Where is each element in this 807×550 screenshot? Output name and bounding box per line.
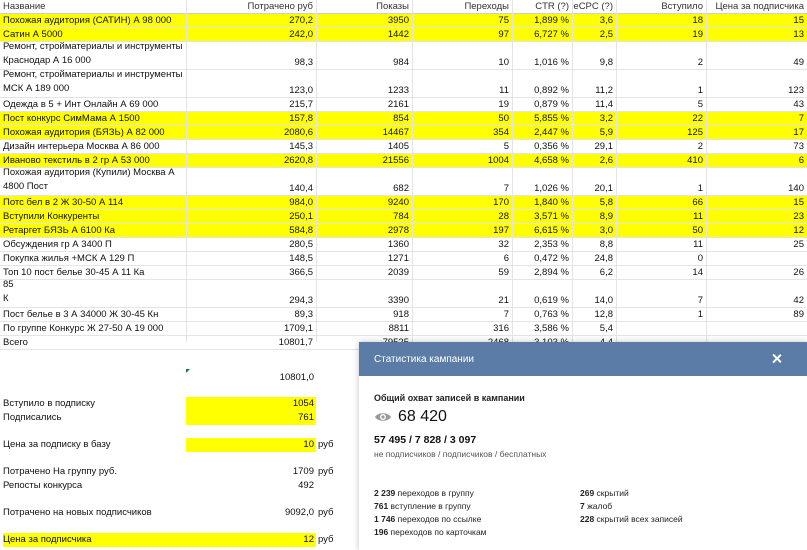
cell-ecpc[interactable]: 3,6 [599, 15, 613, 26]
cell-name-text: Обсуждения гр А 3400 П [3, 239, 112, 250]
cell-name[interactable] [0, 42, 186, 69]
cell-name-text: Покупка жилья +МСК А 129 П [3, 253, 135, 264]
summary-joined [0, 397, 360, 411]
price-base-value[interactable]: 10 [186, 438, 316, 452]
cell-ctr[interactable]: 0,879 % [534, 99, 569, 110]
cell-joined[interactable]: 2 [697, 57, 703, 68]
cell-views[interactable]: 984 [393, 57, 409, 68]
cell-price[interactable]: 140 [788, 183, 804, 194]
cell-name[interactable] [0, 70, 186, 97]
cell-ecpc[interactable]: 2,5 [599, 29, 613, 40]
cell-ecpc[interactable]: 12,8 [594, 309, 613, 320]
cell-clicks[interactable]: 21 [498, 295, 509, 306]
cell-ctr[interactable]: 5,855 % [534, 113, 569, 124]
stat-text: скрытий всех записей [594, 514, 683, 524]
header-name[interactable]: Название [3, 1, 46, 12]
popup-header [359, 342, 807, 376]
cell-clicks[interactable]: 10 [498, 57, 509, 68]
summary-total [0, 371, 360, 385]
header-ctr[interactable]: CTR (?) [535, 1, 569, 12]
cell-clicks[interactable]: 197 [493, 225, 509, 236]
cell-price[interactable]: 123 [788, 85, 804, 96]
cell-name[interactable] [0, 140, 186, 153]
cell-joined[interactable] [616, 322, 706, 335]
stat-item [374, 500, 487, 513]
cell-name[interactable] [0, 98, 186, 111]
summary-new-subs-spent [0, 506, 360, 520]
cell-name-text-line2: МСК А 189 000 [3, 83, 70, 94]
popup-title: Статистика кампании [374, 353, 474, 365]
summary-price-sub [0, 533, 360, 547]
stats-left-list [374, 487, 487, 539]
cell-name-text: Потс бел в 2 Ж 30-50 А 114 [3, 197, 124, 208]
group-spent-unit: руб [318, 466, 334, 477]
cell-views[interactable]: 21556 [382, 155, 409, 166]
table-row [0, 210, 807, 224]
table-row [0, 224, 807, 238]
cell-views[interactable]: 1271 [387, 253, 409, 264]
cell-ctr[interactable]: 0,892 % [534, 85, 569, 96]
cell-price[interactable]: 73 [793, 141, 804, 152]
cell-spent[interactable]: 294,3 [289, 295, 313, 306]
cell-joined[interactable]: 11 [693, 211, 703, 222]
cell-views[interactable]: 14467 [382, 127, 409, 138]
cell-spent[interactable]: 123,0 [289, 85, 313, 96]
cell-name[interactable] [0, 336, 186, 349]
stat-item [374, 513, 487, 526]
table-row [0, 14, 807, 28]
cell-ctr[interactable]: 2,447 % [534, 127, 569, 138]
cell-ctr[interactable]: 3,586 % [534, 323, 569, 334]
cell-views[interactable]: 682 [393, 183, 409, 194]
cell-clicks[interactable]: 5 [503, 141, 509, 152]
table-row [0, 42, 807, 70]
table-row [0, 98, 807, 112]
cell-price[interactable]: 6 [798, 155, 804, 166]
cell-name[interactable] [0, 112, 186, 125]
cell-ctr[interactable]: 1,899 % [534, 15, 569, 26]
group-spent-value[interactable]: 1709 [292, 466, 314, 477]
cell-spent[interactable]: 98,3 [294, 57, 313, 68]
reach-label: Общий охват записей в кампании [374, 393, 525, 403]
cell-name[interactable] [0, 14, 186, 27]
cell-joined[interactable]: 410 [687, 155, 703, 166]
cell-ecpc[interactable]: 5,8 [599, 197, 613, 208]
stat-number: 1 746 [374, 514, 396, 524]
cell-ctr[interactable]: 0,619 % [534, 295, 569, 306]
table-row [0, 196, 807, 210]
table-row [0, 252, 807, 266]
cell-clicks[interactable]: 28 [498, 211, 509, 222]
cell-name-text: Похожая аудитория (Купили) Москва А [3, 168, 175, 178]
header-clicks[interactable]: Переходы [464, 1, 509, 12]
cell-name[interactable] [0, 28, 186, 41]
cell-name-text: Топ 10 пост белье 30-45 А 11 Ка [3, 267, 145, 278]
subscribed-value[interactable]: 761 [186, 411, 316, 425]
summary-subscribed [0, 411, 360, 425]
price-base-label: Цена за подписку в базу [3, 439, 111, 450]
cell-name-text: Всего [3, 337, 28, 348]
cell-name[interactable] [0, 322, 186, 335]
cell-joined[interactable]: 1 [697, 183, 703, 194]
joined-value[interactable]: 1054 [186, 397, 316, 411]
cell-joined[interactable]: 0 [697, 253, 703, 264]
cell-name-text-line2: 4800 Пост [3, 181, 48, 192]
cell-spent[interactable]: 984,0 [289, 197, 313, 208]
cell-name-text: Ремонт, стройматериалы и инструменты [3, 70, 183, 80]
cell-ctr[interactable]: 1,840 % [534, 197, 569, 208]
stat-number: 196 [374, 527, 389, 537]
cell-price[interactable]: 49 [793, 57, 804, 68]
cell-joined[interactable]: 2 [697, 141, 703, 152]
cell-views[interactable]: 3390 [387, 295, 409, 306]
cell-views[interactable]: 2161 [387, 99, 409, 110]
cell-joined[interactable]: 125 [687, 127, 703, 138]
eye-icon [374, 411, 392, 423]
header-ecpc[interactable]: eCPC (?) [573, 1, 613, 12]
cell-name-text: Дизайн интерьера Москва А 86 000 [3, 141, 160, 152]
new-subs-spent-label: Потрачено на новых подписчиков [3, 507, 152, 518]
cell-joined[interactable]: 19 [692, 29, 703, 40]
table-row [0, 126, 807, 140]
cell-spent[interactable]: 2620,8 [283, 155, 313, 166]
cell-name-text: Вступили Конкуренты [3, 211, 100, 222]
stat-text: переходов в группу [395, 488, 474, 498]
stat-number: 269 [580, 488, 595, 498]
cell-clicks[interactable]: 32 [498, 239, 509, 250]
cell-clicks[interactable]: 11 [499, 85, 509, 96]
cell-spent[interactable]: 89,3 [294, 309, 313, 320]
cell-ecpc[interactable]: 11,2 [595, 85, 613, 96]
stat-item [580, 487, 683, 500]
cell-spent[interactable]: 10801,7 [278, 337, 313, 348]
stat-text: жалоб [584, 501, 613, 511]
cell-price[interactable]: 7 [798, 113, 804, 124]
cell-joined[interactable]: 11 [693, 239, 703, 250]
cell-spent[interactable]: 280,5 [289, 239, 313, 250]
cell-clicks[interactable]: 97 [498, 29, 509, 40]
cell-ctr[interactable]: 3,571 % [534, 211, 569, 222]
cell-name[interactable] [0, 196, 186, 209]
cell-ecpc[interactable]: 8,9 [599, 211, 613, 222]
cell-price[interactable]: 43 [793, 99, 804, 110]
table-row [0, 28, 807, 42]
cell-spent[interactable]: 145,3 [289, 141, 313, 152]
stat-item [374, 526, 487, 539]
cell-views[interactable]: 2978 [387, 225, 409, 236]
cell-spent[interactable]: 242,0 [289, 29, 313, 40]
cell-spent[interactable]: 270,2 [289, 15, 313, 26]
cell-ctr[interactable]: 0,356 % [534, 141, 569, 152]
cell-views[interactable]: 918 [393, 309, 409, 320]
cell-name[interactable] [0, 280, 186, 307]
cell-ecpc[interactable]: 8,8 [599, 239, 613, 250]
cell-name-text-line2: К [3, 293, 9, 304]
table-row [0, 168, 807, 196]
cell-price[interactable]: 26 [793, 267, 804, 278]
cell-views[interactable]: 1360 [387, 239, 409, 250]
cell-spent[interactable]: 366,5 [289, 267, 313, 278]
stats-right-list [580, 487, 683, 526]
cell-views[interactable]: 8811 [388, 323, 409, 334]
cell-name-text: Похожая аудитория (САТИН) А 98 000 [3, 15, 172, 26]
campaign-stats-popup [359, 342, 807, 550]
price-sub-unit: руб [318, 534, 334, 545]
cell-views[interactable]: 2039 [387, 267, 409, 278]
cell-ctr[interactable]: 6,615 % [534, 225, 569, 236]
close-icon[interactable] [769, 351, 785, 367]
cell-ecpc[interactable]: 29,1 [594, 141, 613, 152]
cell-views[interactable]: 1405 [387, 141, 409, 152]
cell-ctr[interactable]: 1,016 % [534, 57, 569, 68]
cell-ctr[interactable]: 6,727 % [534, 29, 569, 40]
table-row [0, 140, 807, 154]
cell-spent[interactable]: 148,5 [289, 253, 313, 264]
cell-spent[interactable]: 584,8 [289, 225, 313, 236]
cell-ecpc[interactable]: 3,2 [599, 113, 613, 124]
cell-name-text: Сатин А 5000 [3, 29, 63, 40]
cell-views[interactable]: 854 [393, 113, 409, 124]
audience-split-value: 57 495 / 7 828 / 3 097 [374, 434, 477, 446]
cell-clicks[interactable]: 50 [498, 113, 509, 124]
cell-views[interactable]: 1233 [387, 85, 409, 96]
cell-views[interactable]: 1442 [387, 29, 409, 40]
cell-joined[interactable]: 14 [692, 267, 703, 278]
cell-ecpc[interactable]: 2,6 [599, 155, 613, 166]
price-sub-value[interactable]: 12 [186, 533, 316, 547]
cell-ecpc[interactable]: 24,8 [594, 253, 613, 264]
joined-label: Вступило в подписку [3, 398, 95, 409]
reach-value: 68 420 [398, 408, 447, 425]
cell-joined[interactable]: 22 [692, 113, 703, 124]
cell-name[interactable] [0, 168, 186, 195]
cell-name[interactable] [0, 224, 186, 237]
cell-ecpc[interactable]: 11,4 [595, 99, 613, 110]
table-row [0, 266, 807, 280]
cell-price[interactable] [706, 252, 807, 265]
cell-joined[interactable]: 18 [692, 15, 703, 26]
cell-name[interactable] [0, 154, 186, 167]
total-spent-value[interactable]: 10801,0 [279, 372, 314, 383]
cell-ctr[interactable]: 0,763 % [534, 309, 569, 320]
cell-clicks[interactable]: 7 [503, 309, 509, 320]
reposts-value[interactable]: 492 [298, 480, 314, 491]
cell-spent[interactable]: 1709,1 [283, 323, 313, 334]
cell-price[interactable]: 13 [793, 29, 804, 40]
cell-ecpc[interactable]: 5,9 [599, 127, 613, 138]
cell-joined[interactable]: 66 [692, 197, 703, 208]
price-base-unit: руб [318, 439, 334, 450]
cell-price[interactable]: 23 [793, 211, 804, 222]
cell-spent[interactable]: 140,4 [289, 183, 313, 194]
stat-text: вступление в группу [388, 501, 471, 511]
cell-name-text: Похожая аудитория (БЯЗЬ) А 82 000 [3, 127, 165, 138]
stat-item [374, 487, 487, 500]
cell-name-text: По группе Конкурс Ж 27-50 А 19 000 [3, 323, 164, 334]
header-row [0, 0, 807, 14]
cell-price[interactable]: 15 [793, 15, 804, 26]
cell-name-text: 85 [3, 280, 14, 290]
table-row [0, 70, 807, 98]
cell-clicks[interactable]: 59 [498, 267, 509, 278]
stat-number: 228 [580, 514, 595, 524]
cell-ctr[interactable]: 1,026 % [534, 183, 569, 194]
cell-clicks[interactable]: 19 [498, 99, 509, 110]
stat-text: переходов по ссылке [395, 514, 482, 524]
cell-ctr[interactable]: 0,472 % [534, 253, 569, 264]
cell-price[interactable] [706, 322, 807, 335]
cell-views[interactable]: 9240 [387, 197, 409, 208]
cell-name-text: Одежда в 5 + Инт Онлайн А 69 000 [3, 99, 159, 110]
header-spent[interactable]: Потрачено руб [247, 1, 313, 12]
cell-joined[interactable]: 50 [692, 225, 703, 236]
audience-split-caption: не подписчиков / подписчиков / бесплатных [374, 449, 547, 459]
cell-name[interactable] [0, 126, 186, 139]
stat-text: переходов по карточкам [388, 527, 487, 537]
cell-name-text-line2: Краснодар А 16 000 [3, 55, 91, 66]
summary-group-spent [0, 465, 360, 479]
cell-ctr[interactable]: 4,658 % [534, 155, 569, 166]
stat-number: 2 239 [374, 488, 396, 498]
cell-ctr[interactable]: 2,353 % [534, 239, 569, 250]
cell-name[interactable] [0, 238, 186, 251]
cell-joined[interactable]: 7 [697, 295, 703, 306]
table-row [0, 112, 807, 126]
cell-clicks[interactable]: 316 [493, 323, 509, 334]
summary-reposts [0, 479, 360, 493]
cell-name[interactable] [0, 308, 186, 321]
table-row [0, 238, 807, 252]
stat-text: скрытий [594, 488, 629, 498]
header-joined[interactable]: Вступило [661, 1, 703, 12]
group-spent-label: Потрачено На группу руб. [3, 466, 117, 477]
cell-views[interactable]: 784 [393, 211, 409, 222]
cell-price[interactable]: 12 [793, 225, 804, 236]
reposts-label: Репосты конкурса [3, 480, 83, 491]
cell-name-text: Ремонт, стройматериалы и инструменты [3, 42, 183, 52]
cell-price[interactable]: 17 [793, 127, 804, 138]
stat-item [580, 500, 683, 513]
cell-ecpc[interactable]: 14,0 [594, 295, 613, 306]
cell-ctr[interactable]: 2,894 % [534, 267, 569, 278]
table-row [0, 154, 807, 168]
stat-item [580, 513, 683, 526]
cell-ecpc[interactable]: 3,0 [599, 225, 613, 236]
cell-spent[interactable]: 250,1 [289, 211, 313, 222]
cell-clicks[interactable]: 170 [493, 197, 509, 208]
cell-price[interactable]: 25 [793, 239, 804, 250]
cell-price[interactable]: 89 [793, 309, 804, 320]
summary-price-base [0, 438, 360, 452]
cell-name-text: Иваново текстиль в 2 гр А 53 000 [3, 155, 150, 166]
cell-spent[interactable]: 2080,6 [283, 127, 313, 138]
cell-price[interactable]: 15 [793, 197, 804, 208]
cell-name[interactable] [0, 266, 186, 279]
cell-name-text: Пост конкурс СимМама А 1500 [3, 113, 140, 124]
cell-name[interactable] [0, 210, 186, 223]
header-price[interactable]: Цена за подписчика [715, 1, 804, 12]
table-row [0, 308, 807, 322]
stat-number: 7 [580, 501, 585, 511]
cell-clicks[interactable]: 75 [498, 15, 509, 26]
subscribed-label: Подписались [3, 412, 62, 423]
cell-clicks[interactable]: 354 [493, 127, 509, 138]
cell-price[interactable]: 42 [793, 295, 804, 306]
cell-spent[interactable]: 215,7 [289, 99, 313, 110]
stat-number: 761 [374, 501, 389, 511]
new-subs-spent-value[interactable]: 9092,0 [284, 507, 314, 518]
cell-clicks[interactable]: 7 [503, 183, 509, 194]
cell-joined[interactable]: 1 [697, 309, 703, 320]
cell-name[interactable] [0, 252, 186, 265]
cell-clicks[interactable]: 1004 [487, 155, 509, 166]
cell-ecpc[interactable]: 6,2 [599, 267, 613, 278]
cell-spent[interactable]: 157,8 [289, 113, 313, 124]
reach-block [374, 408, 447, 426]
cell-joined[interactable]: 1 [697, 85, 703, 96]
cell-joined[interactable]: 5 [697, 99, 703, 110]
price-sub-label: Цена за подписчика [3, 533, 186, 547]
cell-clicks[interactable]: 6 [503, 253, 509, 264]
cell-name-text: Пост белье в 3 А 34000 Ж 30-45 Кн [3, 309, 159, 320]
table-row [0, 322, 807, 336]
new-subs-spent-unit: руб [318, 507, 334, 518]
cell-ecpc[interactable]: 5,4 [599, 323, 613, 334]
header-views[interactable]: Показы [376, 1, 409, 12]
cell-views[interactable]: 3950 [387, 15, 409, 26]
cell-ecpc[interactable]: 9,8 [599, 57, 613, 68]
cell-name-text: Ретаргет БЯЗЬ А 6100 Ка [3, 225, 116, 236]
cell-ecpc[interactable]: 20,1 [594, 183, 613, 194]
table-row [0, 280, 807, 308]
